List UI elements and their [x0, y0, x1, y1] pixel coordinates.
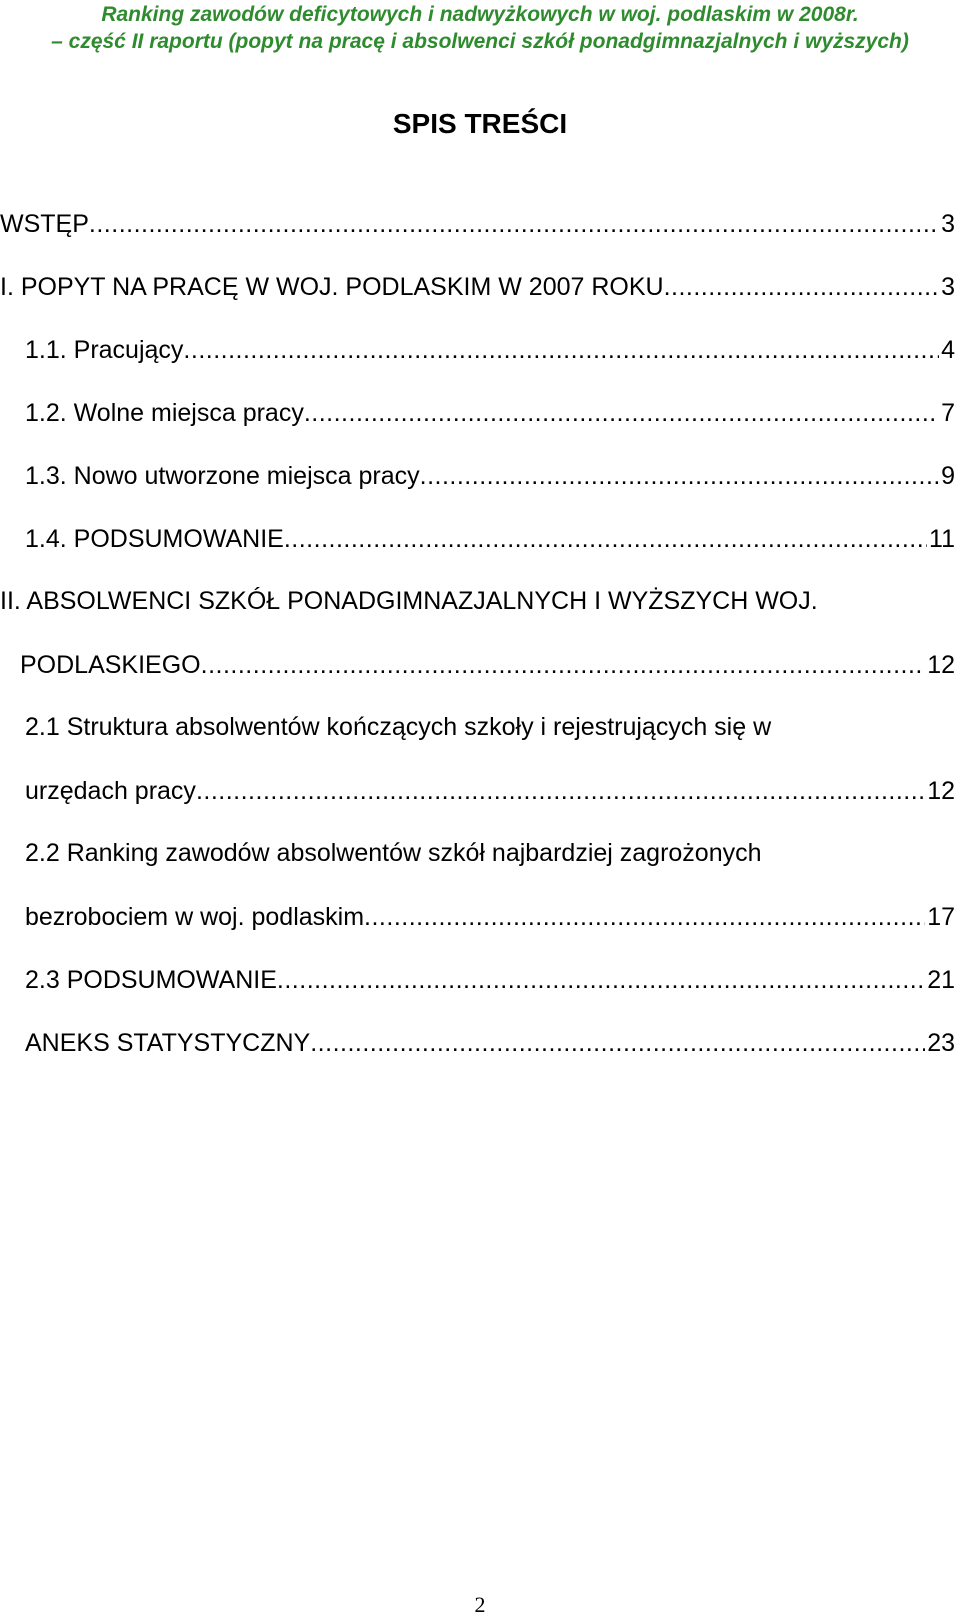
toc-entry-1-1[interactable] — [0, 321, 960, 384]
toc-entry-wstep[interactable] — [0, 195, 960, 258]
toc-entry-label: PODLASKIEGO — [20, 651, 201, 679]
toc-page-number: 11 — [929, 525, 955, 553]
page-number: 2 — [474, 1592, 486, 1617]
toc-entry-section-2[interactable] — [0, 636, 960, 699]
dot-leader — [664, 272, 940, 302]
toc-entry-2-1-line1[interactable] — [0, 699, 960, 762]
toc-entry-label: 2.1 Struktura absolwentów kończących szkoły i rejestrujących się w — [25, 713, 772, 741]
toc-entry-label: 1.2. Wolne miejsca pracy — [25, 399, 304, 427]
document-header — [0, 0, 960, 55]
dot-leader — [304, 398, 939, 428]
toc-entry-2-3[interactable] — [0, 951, 960, 1014]
toc-entry-label: 2.3 PODSUMOWANIE — [25, 966, 277, 994]
dot-leader — [201, 650, 926, 680]
toc-page-number: 4 — [941, 336, 955, 364]
toc-page-number: 9 — [941, 462, 955, 490]
dot-leader — [277, 965, 925, 995]
toc-entry-section-1[interactable] — [0, 258, 960, 321]
toc-entry-label: 2.2 Ranking zawodów absolwentów szkół najbardziej zagrożonych — [25, 839, 762, 867]
toc-page-number: 7 — [941, 399, 955, 427]
toc-entry-label: WSTĘP — [0, 210, 89, 238]
toc-entry-2-2-line1[interactable] — [0, 825, 960, 888]
toc-page-number: 3 — [941, 210, 955, 238]
toc-entry-1-2[interactable] — [0, 384, 960, 447]
toc-page-number: 21 — [927, 966, 955, 994]
dot-leader — [420, 461, 939, 491]
toc-page-number: 23 — [927, 1029, 955, 1057]
toc-entry-label: II. ABSOLWENCI SZKÓŁ PONADGIMNAZJALNYCH I WYŻSZYCH WOJ. — [0, 587, 818, 615]
dot-leader — [183, 335, 939, 365]
toc-page-number: 12 — [927, 651, 955, 679]
toc-entry-2-1[interactable] — [0, 762, 960, 825]
toc-page-number: 3 — [941, 273, 955, 301]
toc-entry-label: urzędach pracy — [25, 777, 196, 805]
toc-entry-aneks[interactable] — [0, 1014, 960, 1077]
header-subtitle: – część II raportu (popyt na pracę i absolwenci szkół ponadgimnazjalnych i wyższych) — [51, 30, 909, 53]
header-title: Ranking zawodów deficytowych i nadwyżkowych w woj. podlaskim w 2008r. — [101, 3, 859, 26]
toc-entry-label: I. POPYT NA PRACĘ W WOJ. PODLASKIM W 2007 ROKU — [0, 273, 664, 301]
toc-entry-1-4[interactable] — [0, 510, 960, 573]
toc-entry-label: 1.4. PODSUMOWANIE — [25, 525, 284, 553]
dot-leader — [364, 902, 925, 932]
toc-entry-label: 1.1. Pracujący — [25, 336, 184, 364]
toc-entry-label: bezrobociem w woj. podlaskim — [25, 903, 365, 931]
toc-page-number: 12 — [927, 777, 955, 805]
table-of-contents — [0, 195, 960, 1077]
toc-page-number: 17 — [927, 903, 955, 931]
toc-entry-label: 1.3. Nowo utworzone miejsca pracy — [25, 462, 420, 490]
toc-title: SPIS TREŚCI — [392, 108, 568, 139]
dot-leader — [310, 1028, 925, 1058]
toc-entry-label: ANEKS STATYSTYCZNY — [25, 1029, 311, 1057]
toc-entry-section-2-line1[interactable] — [0, 573, 960, 636]
dot-leader — [89, 209, 939, 239]
dot-leader — [196, 776, 925, 806]
dot-leader — [284, 524, 927, 554]
toc-entry-2-2[interactable] — [0, 888, 960, 951]
toc-entry-1-3[interactable] — [0, 447, 960, 510]
